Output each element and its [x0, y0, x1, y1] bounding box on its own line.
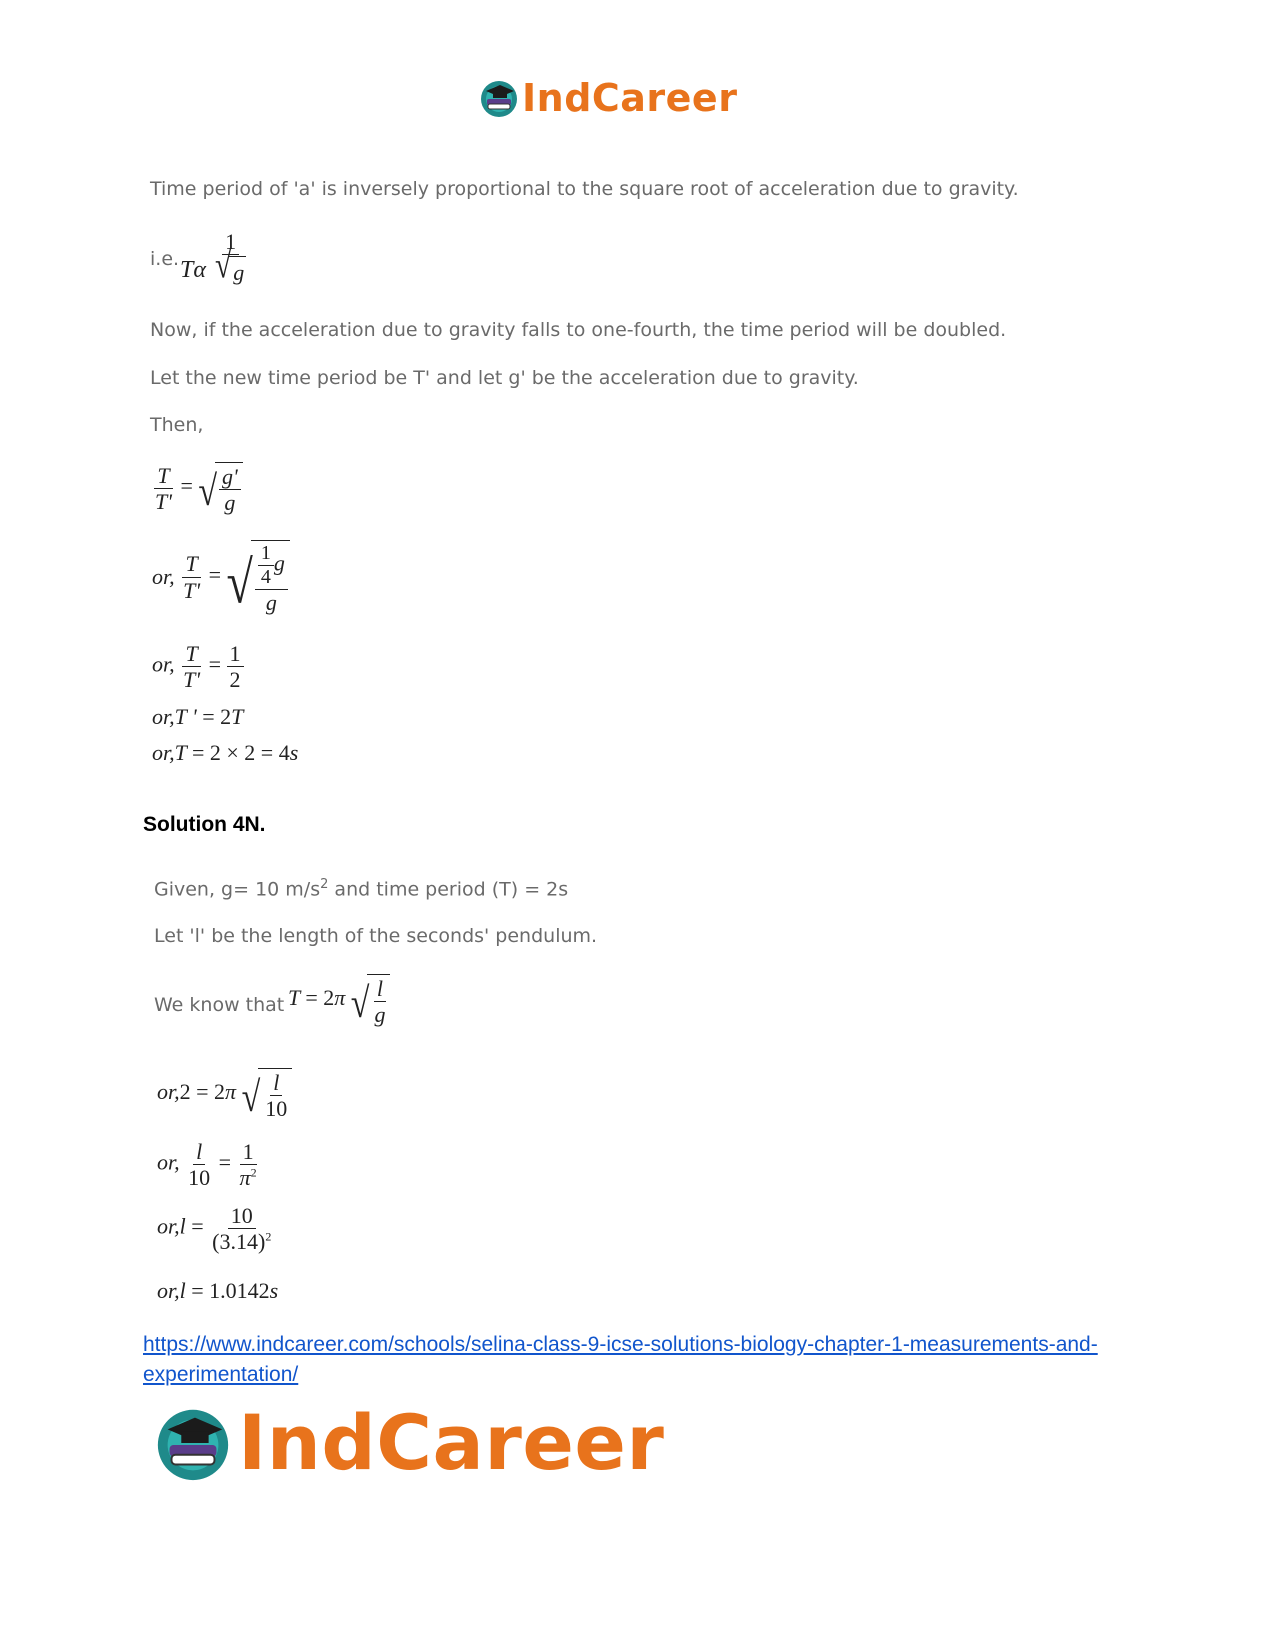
- graduation-cap-book-icon: [478, 77, 520, 119]
- paragraph: Time period of 'a' is inversely proportional to the square root of acceleration due to gravity.: [150, 178, 1019, 200]
- paragraph: Then,: [150, 414, 204, 436]
- header-logo: [478, 76, 737, 120]
- equation-l-over-10: or, $\frac{l}{10}$ = $\frac{1}{\pi^2}$: [157, 1139, 257, 1191]
- equation-double: or,T ' = 2T: [152, 704, 244, 729]
- equation-l-value: or,l = $\frac{10}{(3.14)^2}$: [157, 1203, 272, 1255]
- brand-name: IndCareer: [522, 76, 738, 120]
- equation-result: or,T = 2 × 2 = 4s: [152, 740, 299, 765]
- graduation-cap-book-icon: [152, 1402, 234, 1484]
- footer-logo: [152, 1398, 664, 1487]
- brand-name: IndCareer: [238, 1398, 665, 1487]
- solution-heading: Solution 4N.: [143, 813, 266, 836]
- equation-ratio-sqrt: $\frac{T}{T'}$ = √ $\frac{g'}{g}$: [152, 462, 243, 514]
- paragraph: Now, if the acceleration due to gravity falls to one-fourth, the time period will be doubled.: [150, 319, 1007, 341]
- ie-label: i.e.: [150, 248, 180, 270]
- paragraph: Let the new time period be T' and let g' be the acceleration due to gravity.: [150, 367, 859, 389]
- equation-substitute: or, $\frac{T}{T'}$ = √ $\frac{1}{4}$ g g: [152, 540, 290, 614]
- equation-l-result: or,l = 1.0142s: [157, 1278, 279, 1303]
- given-line: Given, g= 10 $m/s^2$ and time period (T) = 2s: [154, 877, 569, 901]
- equation-sub-pendulum: or,2 = 2π √ $\frac{l}{10}$: [157, 1068, 292, 1120]
- source-link[interactable]: https://www.indcareer.com/schools/selina-class-9-icse-solutions-biology-chapter-1-measurements-and-experimentation/: [143, 1333, 1098, 1386]
- equation-half: or, $\frac{T}{T'}$ = $\frac{1}{2}$: [152, 642, 244, 691]
- paragraph: Let 'l' be the length of the seconds' pendulum.: [154, 925, 598, 947]
